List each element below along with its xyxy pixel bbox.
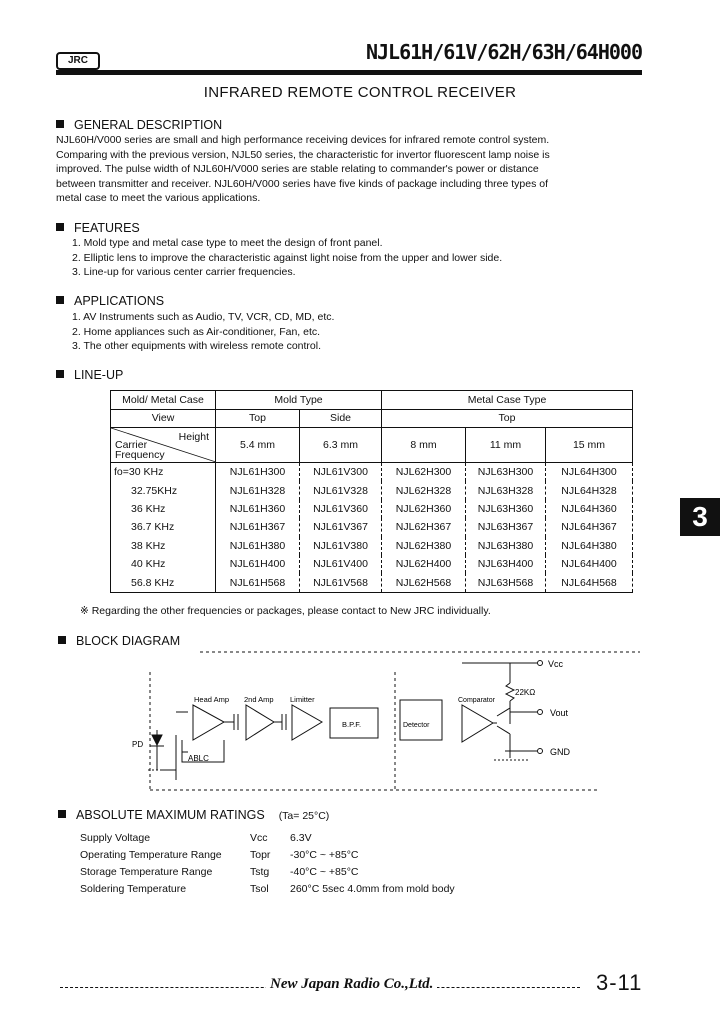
bullet-square-icon <box>56 223 64 231</box>
part-cell: NJL61V380 <box>300 537 382 555</box>
header-side: Side <box>300 409 382 428</box>
detector-label: Detector <box>403 722 430 729</box>
rating-name: Soldering Temperature <box>80 883 187 895</box>
part-cell: NJL63H568 <box>466 573 546 592</box>
lineup-note: ※ Regarding the other frequencies or packages, please contact to New JRC individually. <box>80 605 491 617</box>
rating-value: 6.3V <box>290 832 312 844</box>
lineup-heading <box>56 368 123 382</box>
list-item: 2. Home appliances such as Air-conditioner, Fan, etc. <box>72 325 321 338</box>
frequency-cell: 56.8 KHz <box>111 573 216 592</box>
part-cell: NJL63H360 <box>466 500 546 518</box>
part-cell: NJL63H300 <box>466 463 546 482</box>
jrc-logo: JRC <box>56 52 100 70</box>
header-mold-type: Mold Type <box>216 391 382 410</box>
frequency-cell: 40 KHz <box>111 555 216 573</box>
part-cell: NJL62H400 <box>382 555 466 573</box>
heading-text: FEATURES <box>74 221 140 235</box>
part-cell: NJL62H328 <box>382 481 466 499</box>
ratings-names <box>80 830 222 898</box>
frequency-cell: 36.7 KHz <box>111 518 216 536</box>
paragraph-line: NJL60H/V000 series are small and high performance receiving devices for infrared remote control system. <box>56 134 550 146</box>
frequency-cell: fo=30 KHz <box>111 463 216 482</box>
header-top-metal: Top <box>382 409 633 428</box>
features-list <box>72 236 502 280</box>
part-cell: NJL64H367 <box>546 518 633 536</box>
height-cell: 15 mm <box>546 428 633 463</box>
paragraph-line: improved. The pulse width of NJL60H/V000 series are stable relating to commander's power or distance <box>56 163 539 175</box>
frequency-cell: 36 KHz <box>111 500 216 518</box>
section-tab: 3 <box>680 498 720 536</box>
general-description-heading <box>56 118 222 132</box>
header-top: Top <box>216 409 300 428</box>
rating-symbol: Vcc <box>250 832 268 844</box>
header-height: Height <box>178 431 209 443</box>
comparator-label: Comparator <box>458 697 495 704</box>
list-item: 1. AV Instruments such as Audio, TV, VCR, CD, MD, etc. <box>72 311 335 323</box>
rating-symbol: Topr <box>250 849 271 861</box>
frequency-cell: 38 KHz <box>111 537 216 555</box>
header-carrier: Carrier <box>115 439 148 451</box>
height-cell: 8 mm <box>382 428 466 463</box>
part-cell: NJL61H360 <box>216 500 300 518</box>
height-cell: 5.4 mm <box>216 428 300 463</box>
ablc-label: ABLC <box>188 754 209 763</box>
list-item: 2. Elliptic lens to improve the characteristic against light noise from the upper and lower side. <box>72 251 503 264</box>
ratings-heading <box>58 808 329 822</box>
rating-value: -30°C ~ +85°C <box>290 849 359 861</box>
part-cell: NJL63H328 <box>466 481 546 499</box>
part-cell: NJL63H380 <box>466 537 546 555</box>
part-cell: NJL62H380 <box>382 537 466 555</box>
part-cell: NJL62H300 <box>382 463 466 482</box>
bpf-label: B.P.F. <box>342 720 362 729</box>
pd-label: PD <box>132 740 144 749</box>
applications-list <box>72 310 334 354</box>
table-row <box>111 537 633 555</box>
bullet-square-icon <box>58 810 66 818</box>
vcc-label: Vcc <box>548 659 564 669</box>
rating-name: Storage Temperature Range <box>80 866 213 878</box>
part-cell: NJL61H568 <box>216 573 300 592</box>
heading-text: APPLICATIONS <box>74 294 165 308</box>
table-row <box>111 518 633 536</box>
lineup-table <box>110 390 633 593</box>
header-rule <box>56 70 642 75</box>
part-cell: NJL64H360 <box>546 500 633 518</box>
part-cell: NJL63H367 <box>466 518 546 536</box>
ratings-values <box>290 830 455 898</box>
bullet-square-icon <box>56 120 64 128</box>
page-title: INFRARED REMOTE CONTROL RECEIVER <box>203 84 517 101</box>
part-cell: NJL61V400 <box>300 555 382 573</box>
paragraph-line: Comparing with the previous version, NJL50 series, the characteristic for invertor fluorescent lamp noise is <box>56 148 550 161</box>
model-number: NJL61H/61V/62H/63H/64H000 <box>365 40 642 64</box>
table-row <box>111 500 633 518</box>
part-cell: NJL61V300 <box>300 463 382 482</box>
part-cell: NJL61V568 <box>300 573 382 592</box>
general-description-text <box>56 133 656 206</box>
bullet-square-icon <box>56 296 64 304</box>
second-amp-label: 2nd Amp <box>244 695 274 704</box>
part-cell: NJL61H380 <box>216 537 300 555</box>
frequency-cell: 32.75KHz <box>111 481 216 499</box>
rating-name: Operating Temperature Range <box>80 849 222 861</box>
table-row <box>111 463 633 482</box>
part-cell: NJL61H300 <box>216 463 300 482</box>
resistor-label: 22KΩ <box>515 688 536 697</box>
gnd-label: GND <box>550 747 570 757</box>
part-cell: NJL61V367 <box>300 518 382 536</box>
page-number: 3-11 <box>596 970 643 995</box>
vout-label: Vout <box>550 708 569 718</box>
part-cell: NJL61V328 <box>300 481 382 499</box>
heading-text: LINE-UP <box>74 368 124 382</box>
header-metal-type: Metal Case Type <box>382 391 633 410</box>
paragraph-line: between transmitter and receiver. NJL60H/V000 series have five kinds of package including three types of <box>56 177 549 190</box>
rating-value: -40°C ~ +85°C <box>290 866 359 878</box>
table-row <box>111 555 633 573</box>
list-item: 1. Mold type and metal case type to meet the design of front panel. <box>72 237 383 249</box>
rating-value: 260°C 5sec 4.0mm from mold body <box>290 883 455 895</box>
part-cell: NJL64H380 <box>546 537 633 555</box>
part-cell: NJL61V360 <box>300 500 382 518</box>
part-cell: NJL61H400 <box>216 555 300 573</box>
heading-text: GENERAL DESCRIPTION <box>74 118 223 132</box>
heading-text: BLOCK DIAGRAM <box>76 634 181 648</box>
height-cell: 11 mm <box>466 428 546 463</box>
features-heading <box>56 221 140 235</box>
part-cell: NJL62H568 <box>382 573 466 592</box>
list-item: 3. The other equipments with wireless remote control. <box>72 340 322 352</box>
block-diagram <box>0 640 720 800</box>
rating-symbol: Tsol <box>250 883 269 895</box>
rating-symbol: Tstg <box>250 866 270 878</box>
table-row <box>111 573 633 592</box>
list-item: 3. Line-up for various center carrier frequencies. <box>72 266 296 278</box>
header-view: View <box>111 409 216 428</box>
applications-heading <box>56 294 164 308</box>
head-amp-label: Head Amp <box>194 695 230 704</box>
paragraph-line: metal case to meet the various applications. <box>56 192 261 204</box>
part-cell: NJL64H328 <box>546 481 633 499</box>
part-cell: NJL64H568 <box>546 573 633 592</box>
heading-text: ABSOLUTE MAXIMUM RATINGS <box>76 808 265 822</box>
table-row <box>111 481 633 499</box>
company-name: New Japan Radio Co.,Ltd. <box>266 976 437 993</box>
header-frequency: Frequency <box>115 449 165 461</box>
part-cell: NJL63H400 <box>466 555 546 573</box>
rating-name: Supply Voltage <box>80 832 151 844</box>
ratings-condition: (Ta= 25°C) <box>278 810 330 822</box>
limitter-label: Limitter <box>290 695 315 704</box>
part-cell: NJL64H400 <box>546 555 633 573</box>
bullet-square-icon <box>56 370 64 378</box>
header-height-frequency <box>111 428 216 463</box>
part-cell: NJL62H360 <box>382 500 466 518</box>
part-cell: NJL61H367 <box>216 518 300 536</box>
ratings-symbols <box>250 830 270 898</box>
header-carrier-frequency <box>115 440 165 460</box>
part-cell: NJL62H367 <box>382 518 466 536</box>
height-cell: 6.3 mm <box>300 428 382 463</box>
part-cell: NJL64H300 <box>546 463 633 482</box>
header-mold-metal: Mold/ Metal Case <box>111 391 216 410</box>
part-cell: NJL61H328 <box>216 481 300 499</box>
